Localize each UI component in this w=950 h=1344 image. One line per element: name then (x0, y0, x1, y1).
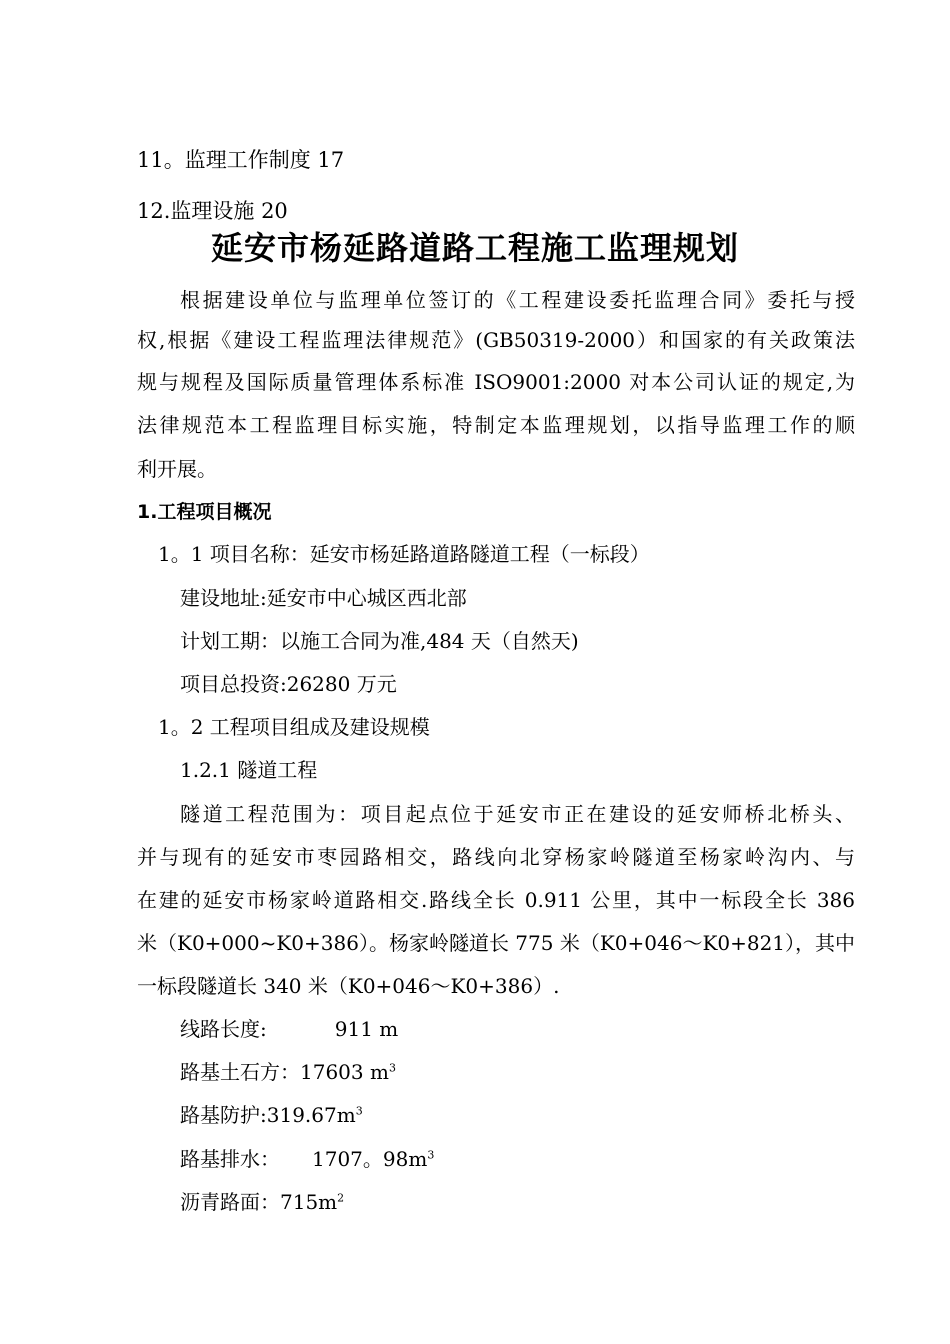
quantity-row (180, 1188, 344, 1216)
quantity-row (180, 1015, 398, 1043)
quantity-value: 715m (280, 1190, 338, 1214)
project-investment: 项目总投资:26280 万元 (180, 672, 397, 696)
quantity-row (180, 1058, 396, 1086)
quantity-unit-exponent: 2 (337, 1191, 345, 1205)
quantity-row (180, 1145, 434, 1173)
quantity-label: 线路长度: (180, 1017, 267, 1041)
scope-line-3: 在建的延安市杨家岭道路相交.路线全长 0.911 公里，其中一标段全长 386 (137, 888, 855, 912)
quantity-unit-exponent: 3 (427, 1148, 435, 1162)
project-name: 1。1 项目名称：延安市杨延路道路隧道工程（一标段） (158, 542, 650, 566)
quantity-row (180, 1101, 363, 1129)
quantity-unit-exponent: 3 (355, 1104, 363, 1118)
quantity-label: 沥青路面： (180, 1190, 280, 1214)
quantity-label: 路基土石方： (180, 1060, 300, 1084)
scope-line-4: 米（K0+000~K0+386）。杨家岭隧道长 775 米（K0+046～K0+821），其中 (137, 931, 855, 955)
quantity-label: 路基防护: (180, 1103, 267, 1127)
project-site: 建设地址:延安市中心城区西北部 (180, 586, 467, 610)
intro-line-5: 利开展。 (137, 457, 217, 481)
quantity-value: 319.67m (266, 1103, 356, 1127)
scope-line-1: 隧道工程范围为：项目起点位于延安市正在建设的延安师桥北桥头、 (180, 802, 855, 826)
toc-item-12: 12.监理设施 20 (137, 199, 288, 223)
document-title: 延安市杨延路道路工程施工监理规划 (210, 229, 739, 267)
toc-item-11: 11。监理工作制度 17 (137, 148, 345, 172)
quantity-unit-exponent: 3 (388, 1061, 396, 1075)
quantity-value: 911 m (334, 1017, 399, 1041)
intro-line-3: 规与规程及国际质量管理体系标准 ISO9001:2000 对本公司认证的规定,为 (137, 370, 855, 394)
scope-line-5: 一标段隧道长 340 米（K0+046～K0+386）. (137, 974, 560, 998)
project-schedule: 计划工期：以施工合同为准,484 天（自然天) (180, 629, 579, 653)
quantity-value: 17603 m (300, 1060, 389, 1084)
intro-line-2: 权,根据《建设工程监理法律规范》(GB50319-2000）和国家的有关政策法 (137, 328, 855, 352)
subsection-1-2: 1。2 工程项目组成及建设规模 (158, 715, 430, 739)
section-heading-1: 1.工程项目概况 (137, 501, 272, 523)
quantity-value: 1707。98m (312, 1147, 428, 1171)
subsection-1-2-1: 1.2.1 隧道工程 (180, 758, 318, 782)
intro-line-4: 法律规范本工程监理目标实施，特制定本监理规划，以指导监理工作的顺 (137, 413, 855, 437)
scope-line-2: 并与现有的延安市枣园路相交，路线向北穿杨家岭隧道至杨家岭沟内、与 (137, 845, 855, 869)
intro-line-1: 根据建设单位与监理单位签订的《工程建设委托监理合同》委托与授 (180, 288, 855, 312)
quantity-label: 路基排水： (180, 1147, 280, 1171)
